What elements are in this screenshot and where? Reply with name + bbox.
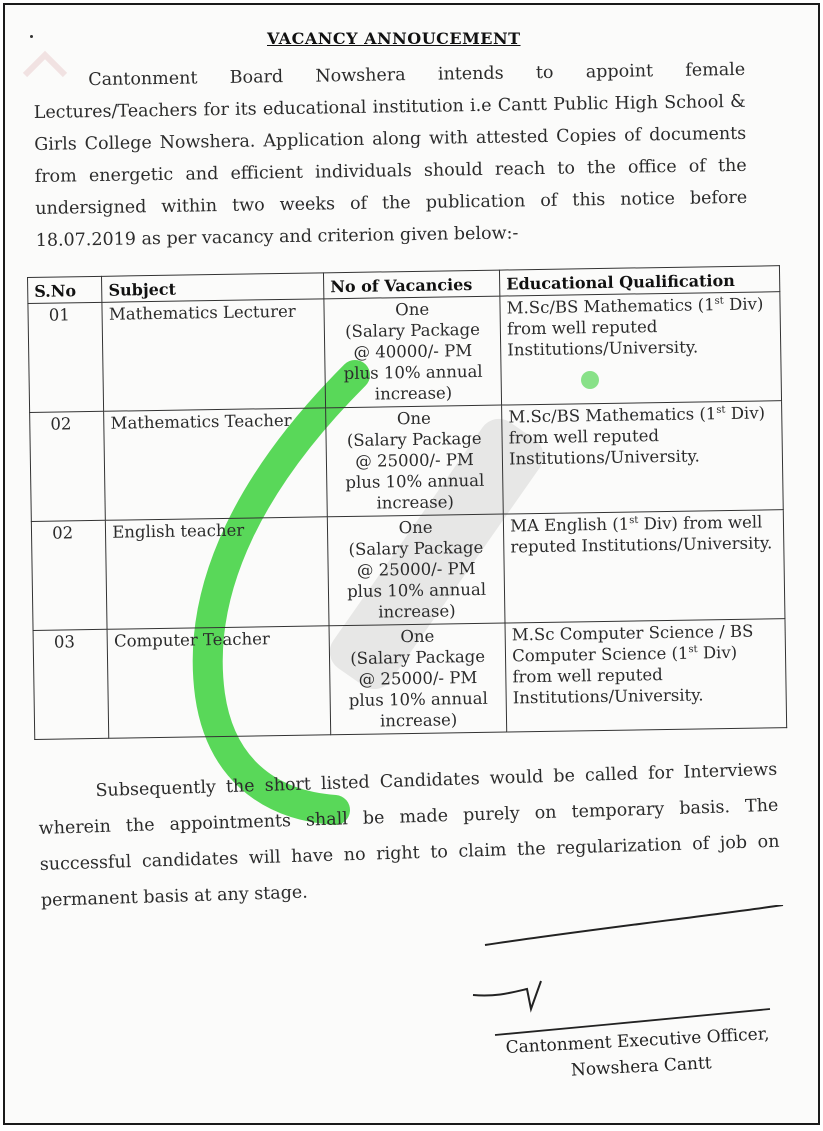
cell-subject: Mathematics Lecturer xyxy=(102,299,326,411)
cell-qualification xyxy=(502,401,784,514)
intro-paragraph: Cantonment Board Nowshera intends to appoint female Lectures/Teachers for its educational institution i.e Cantt Public High School & Girls College Nowshera. Application along with attested Copies of documents from energetic and efficient individuals should reach to the office of the undersigned within two weeks of the publication of this notice before 18.07.2019 as per vacancy and criterion given below:- xyxy=(33,59,748,251)
vacancy-line: One xyxy=(396,408,431,429)
cell-subject: English teacher xyxy=(106,517,330,629)
vacancy-line: (Salary Package xyxy=(346,428,482,450)
vacancy-line: (Salary Package xyxy=(348,537,484,559)
vacancy-line: One xyxy=(395,299,430,320)
qualification-text: M.Sc Computer Science / BS Computer Science xyxy=(511,621,754,666)
signatory-title: Cantonment Executive Officer, xyxy=(505,1024,770,1058)
stray-mark xyxy=(30,35,33,38)
qualification-detail: Div) from well reputed Institutions/University. xyxy=(508,403,766,469)
vacancy-line: (Salary Package xyxy=(344,319,481,342)
qualification-division: (1 xyxy=(612,514,630,534)
cell-subject: Mathematics Teacher xyxy=(104,408,328,520)
qualification-text: M.Sc/BS Mathematics xyxy=(506,295,693,318)
vacancy-line: @ 25000/- PM xyxy=(355,450,475,471)
qualification-detail: Div) from well reputed Institutions/University. xyxy=(506,294,764,360)
qualification-detail: Div) from well reputed Institutions/University. xyxy=(512,642,738,708)
header-vacancies: No of Vacancies xyxy=(324,270,500,299)
vacancy-line: plus 10% annual xyxy=(343,361,483,384)
cell-qualification xyxy=(505,619,787,732)
header-sno: S.No xyxy=(28,276,103,303)
header-subject: Subject xyxy=(102,273,324,302)
table-row xyxy=(30,401,784,522)
table-row xyxy=(31,510,785,631)
closing-paragraph: Subsequently the short listed Candidates would be called for Interviews wherein the appointments shall be made purely on temporary basis. The successful candidates will have no right to claim the regularization of job on permanent basis at any stage. xyxy=(38,759,780,911)
cell-vacancies xyxy=(327,514,505,626)
qualification-ordinal: st xyxy=(714,295,724,307)
vacancy-line: increase) xyxy=(376,492,455,513)
cell-vacancies xyxy=(326,405,504,517)
qualification-detail: Div) from well reputed Institutions/University. xyxy=(510,512,773,557)
vacancy-line: increase) xyxy=(374,383,453,404)
cell-vacancies xyxy=(329,623,507,735)
signatory-office: Nowshera Cantt xyxy=(570,1053,713,1081)
qualification-ordinal: st xyxy=(688,644,698,656)
vacancy-line: plus 10% annual xyxy=(348,688,488,710)
vacancy-line: One xyxy=(398,517,433,538)
vacancy-line: increase) xyxy=(379,710,458,731)
cell-qualification xyxy=(503,510,785,623)
qualification-division: (1 xyxy=(699,404,717,424)
vacancy-line: @ 25000/- PM xyxy=(356,558,476,580)
table-row xyxy=(33,619,787,740)
table-row xyxy=(28,292,782,413)
notice-page xyxy=(3,3,820,1125)
cell-sno: 03 xyxy=(33,629,109,739)
cell-sno: 01 xyxy=(28,302,104,412)
vacancy-line: plus 10% annual xyxy=(345,470,485,493)
cell-qualification xyxy=(500,292,782,405)
cell-vacancies xyxy=(324,296,502,408)
qualification-ordinal: st xyxy=(629,514,639,527)
vacancy-line: (Salary Package xyxy=(350,646,486,668)
qualification-division: (1 xyxy=(697,295,715,315)
vacancy-line: One xyxy=(400,626,435,647)
qualification-text: MA English xyxy=(509,514,608,536)
cell-subject: Computer Teacher xyxy=(107,626,331,738)
header-qualification: Educational Qualification xyxy=(500,266,780,296)
cell-sno: 02 xyxy=(31,520,107,630)
vacancy-line: plus 10% annual xyxy=(346,579,487,602)
qualification-ordinal: st xyxy=(716,404,726,416)
vacancy-table xyxy=(27,265,787,740)
notice-title: VACANCY ANNOUCEMENT xyxy=(267,29,521,48)
qualification-text: M.Sc/BS Mathematics xyxy=(508,404,695,427)
qualification-division: (1 xyxy=(671,643,689,663)
cell-sno: 02 xyxy=(30,411,106,521)
vacancy-line: @ 25000/- PM xyxy=(358,667,478,689)
vacancy-line: @ 40000/- PM xyxy=(353,341,473,362)
vacancy-line: increase) xyxy=(378,601,456,622)
